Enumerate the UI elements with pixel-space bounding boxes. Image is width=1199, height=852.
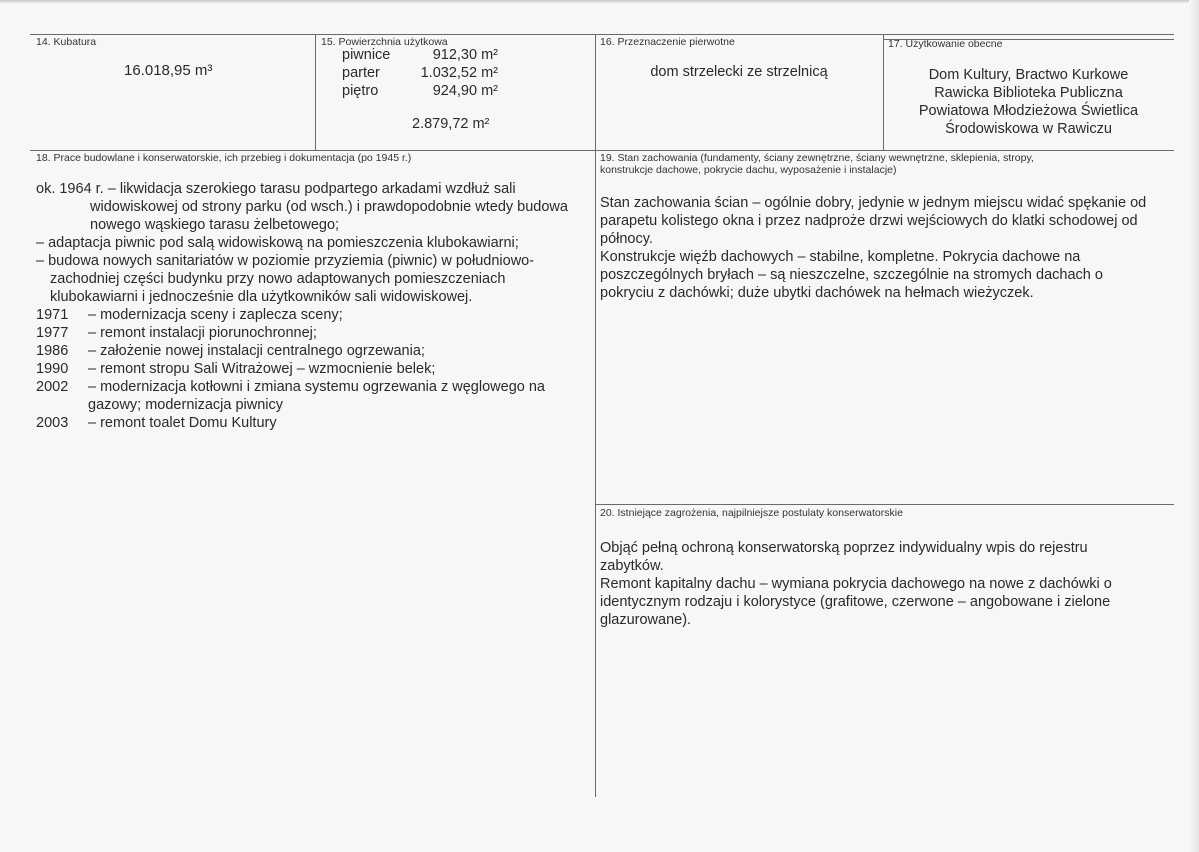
works-bullet: – budowa nowych sanitariatów w poziomie przyziemia (piwnic) w południowo-zachodniej części budynku przy nowo adaptowanych pomieszczeniach klubokawiarni i jednocześnie dla użytkowników sali widowiskowej.	[36, 253, 535, 305]
area-row-name: parter	[342, 65, 380, 81]
works-entry	[36, 360, 584, 378]
field-17-line: Środowiskowa w Rawiczu	[945, 121, 1112, 137]
field-17-label: 17. Użytkowanie obecne	[888, 38, 1003, 50]
field-19-label	[600, 152, 1034, 176]
postulate-text-protection: Objąć pełną ochroną konserwatorską poprzez indywidualny wpis do rejestru zabytków.	[600, 540, 1088, 574]
scan-edge-right	[1189, 0, 1199, 852]
area-row-pietro	[342, 83, 498, 101]
area-row-value: 924,90 m²	[432, 83, 498, 99]
area-row-name: piętro	[342, 83, 379, 99]
works-entry	[36, 306, 584, 324]
works-entry	[36, 342, 584, 360]
condition-text-roof: Konstrukcje więźb dachowych – stabilne, kompletne. Pokrycia dachowe na poszczególnych bryłach – są nieszczelne, szczególnie na stromych dachach o pokryciu z dachówki; duże ubytki dachówek na hełmach wieżyczek.	[600, 249, 1103, 301]
works-bullet: – adaptacja piwnic pod salą widowiskową na pomieszczenia klubokawiarni;	[36, 235, 519, 251]
field-14-label: 14. Kubatura	[36, 36, 97, 48]
field-15-label: 15. Powierzchnia użytkowa	[321, 36, 448, 48]
field-19-label-line: 19. Stan zachowania (fundamenty, ściany zewnętrzne, ściany wewnętrzne, sklepienia, stropy,	[600, 152, 1034, 164]
works-entry	[36, 324, 584, 342]
works-year: 2003	[36, 415, 69, 431]
col-divider-15-16	[595, 34, 596, 797]
works-text: – modernizacja kotłowni i zmiana systemu ogrzewania z węglowego na gazowy; modernizacja piwnicy	[88, 379, 545, 413]
field-16-label: 16. Przeznaczenie pierwotne	[600, 36, 735, 48]
area-row-piwnice	[342, 47, 498, 65]
field-17-value	[883, 66, 1174, 138]
field-19-label-line: konstrukcje dachowe, pokrycie dachu, wyposażenie i instalacje)	[600, 164, 897, 177]
works-entry	[36, 378, 588, 414]
works-text: – likwidacja szerokiego tarasu podpartego arkadami wzdłuż sali	[107, 181, 516, 197]
works-year: 1977	[36, 325, 69, 341]
cell-divider-19-20	[595, 504, 1174, 505]
works-list	[36, 180, 584, 432]
works-year: 1971	[36, 307, 69, 323]
works-text: – założenie nowej instalacji centralnego ogrzewania;	[88, 343, 425, 359]
area-row-value: 912,30 m²	[432, 47, 498, 63]
field-17-line: Dom Kultury, Bractwo Kurkowe	[928, 67, 1129, 83]
area-total: 2.879,72 m²	[412, 116, 490, 132]
condition-text-walls: Stan zachowania ścian – ogólnie dobry, jedynie w jednym miejscu widać spękanie od parapetu kolistego okna i przez nadproże drzwi wejściowych do klatki schodowej od północy.	[600, 195, 1147, 247]
field-16-value: dom strzelecki ze strzelnicą	[650, 64, 828, 80]
row-divider	[30, 150, 1174, 151]
works-entry-1964	[36, 180, 584, 234]
works-text: – remont stropu Sali Witrażowej – wzmocnienie belek;	[88, 361, 436, 377]
works-year: 1990	[36, 361, 69, 377]
works-text: – remont toalet Domu Kultury	[88, 415, 277, 431]
area-row-parter	[342, 65, 498, 83]
works-year: 2002	[36, 379, 69, 395]
works-year: 1986	[36, 343, 69, 359]
field-14-value: 16.018,95 m³	[124, 62, 213, 79]
scan-edge-top	[0, 0, 1199, 3]
works-text-continued: widowiskowej od strony parku (od wsch.) i prawdopodobnie wtedy budowa nowego wąskiego tarasu żelbetowego;	[90, 199, 568, 233]
area-row-value: 1.032,52 m²	[420, 65, 498, 81]
area-row-name: piwnice	[342, 47, 391, 63]
works-date: ok. 1964 r.	[36, 181, 104, 197]
works-text: – remont instalacji piorunochronnej;	[88, 325, 317, 341]
field-20-label: 20. Istniejące zagrożenia, najpilniejsze postulaty konserwatorskie	[600, 507, 903, 519]
field-18-label: 18. Prace budowlane i konserwatorskie, ich przebieg i dokumentacja (po 1945 r.)	[36, 152, 412, 164]
field-17-line: Powiatowa Młodzieżowa Świetlica	[918, 103, 1139, 119]
col-divider-14-15	[315, 34, 316, 150]
form-top-border	[30, 34, 1174, 35]
postulate-text-roof: Remont kapitalny dachu – wymiana pokrycia dachowego na nowe z dachówki o identycznym rodzaju i kolorystyce (grafitowe, czerwone – angobowane i zielone glazurowane).	[600, 576, 1112, 628]
works-text: – modernizacja sceny i zaplecza sceny;	[88, 307, 343, 323]
field-17-line: Rawicka Biblioteka Publiczna	[934, 85, 1123, 101]
works-entry	[36, 414, 584, 432]
